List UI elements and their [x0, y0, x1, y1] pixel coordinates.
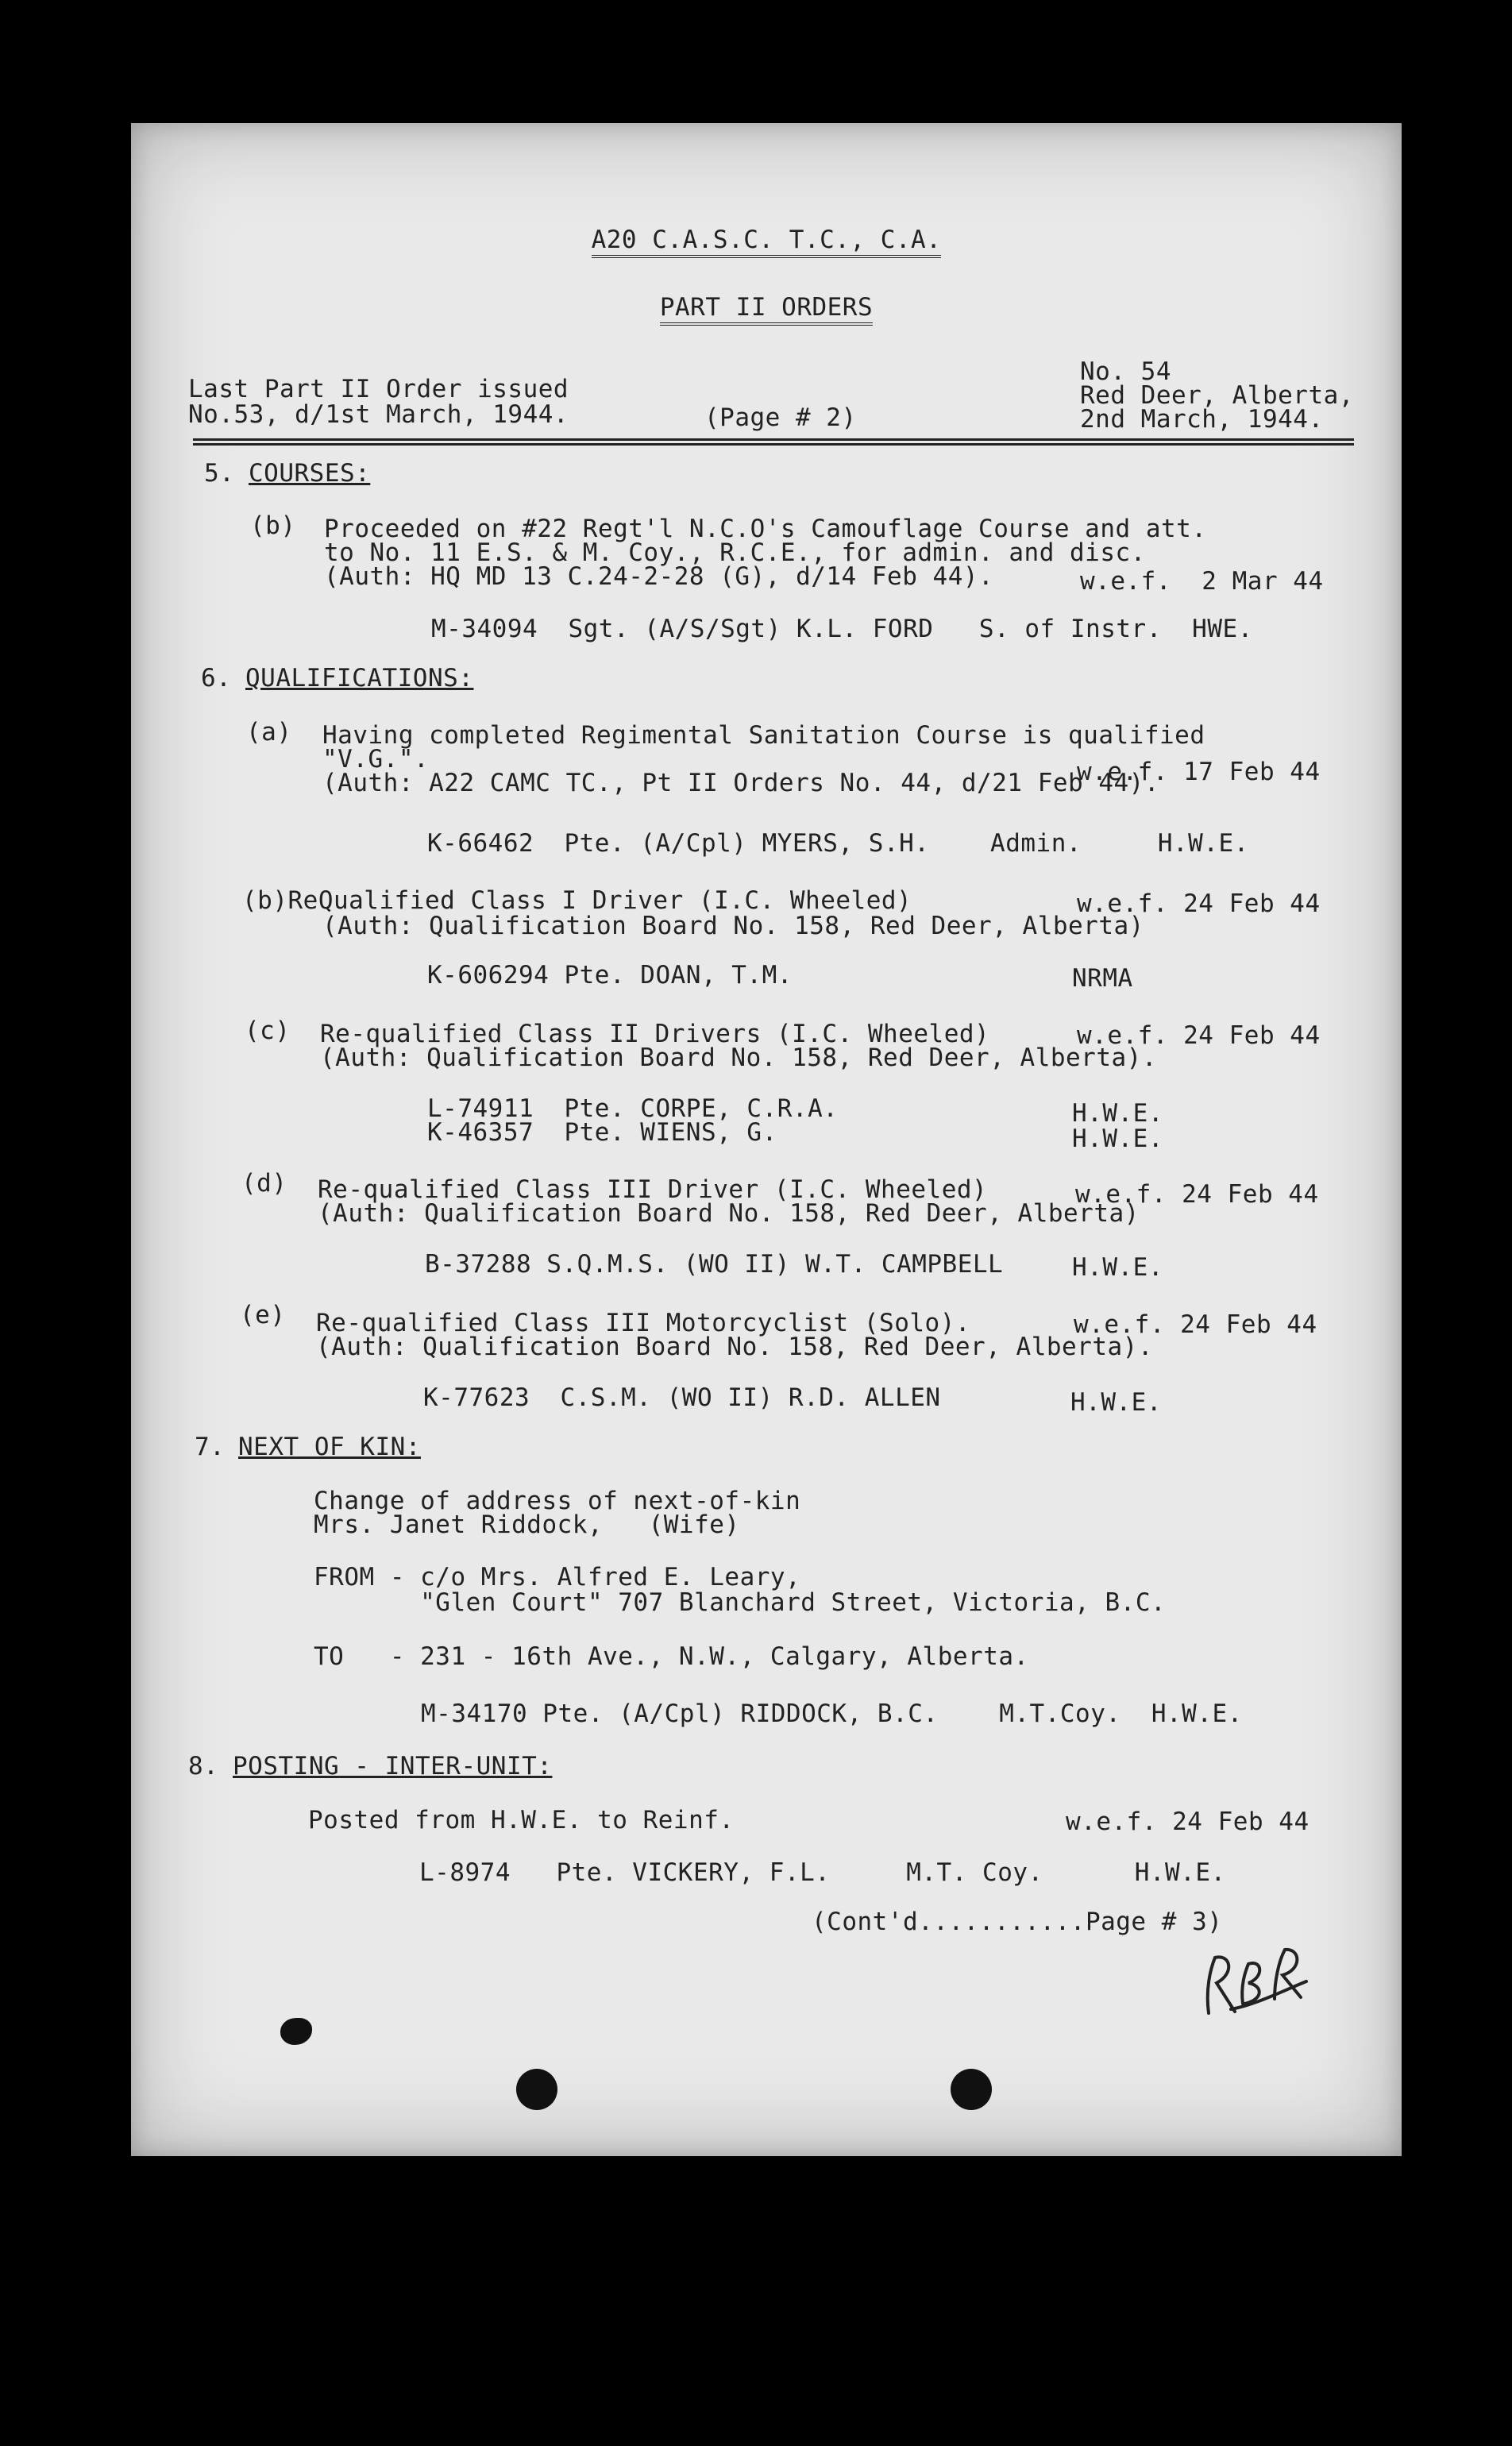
section6-a-person: K-66462 Pte. (A/Cpl) MYERS, S.H. Admin. H.W.E. — [427, 829, 1249, 858]
section5-number: 5. — [204, 459, 235, 488]
place: Red Deer, Alberta, — [1080, 381, 1354, 410]
section6-a-line2: "V.G.". — [322, 745, 430, 774]
punch-hole-right — [951, 2069, 992, 2110]
section6-d-line1: Re-qualified Class III Driver (I.C. Wheeled) — [318, 1175, 988, 1204]
section6-a-label: (a) — [246, 718, 292, 747]
section6-c-unit2: H.W.E. — [1072, 1125, 1163, 1153]
page-title: PART II ORDERS — [131, 294, 1402, 326]
section6-d-unit: H.W.E. — [1072, 1253, 1163, 1282]
continuation-note: (Cont'd...........Page # 3) — [812, 1908, 1223, 1936]
order-date: 2nd March, 1944. — [1080, 405, 1324, 434]
section6-c-unit1: H.W.E. — [1072, 1099, 1163, 1128]
document-page — [131, 123, 1402, 2156]
section8-wef: w.e.f. 24 Feb 44 — [1066, 1807, 1310, 1836]
section7-person: M-34170 Pte. (A/Cpl) RIDDOCK, B.C. M.T.Coy. H.W.E. — [421, 1699, 1243, 1728]
section6-c-line1: Re-qualified Class II Drivers (I.C. Wheeled) — [320, 1020, 990, 1048]
section6-e-person: K-77623 C.S.M. (WO II) R.D. ALLEN — [423, 1383, 941, 1412]
section5-b-person: M-34094 Sgt. (A/S/Sgt) K.L. FORD S. of Instr. HWE. — [431, 615, 1253, 643]
section6-b-wef: w.e.f. 24 Feb 44 — [1077, 889, 1321, 918]
section8-line1: Posted from H.W.E. to Reinf. — [308, 1806, 735, 1834]
section6-c-person2: K-46357 Pte. WIENS, G. — [427, 1118, 777, 1147]
section6-e-wef: w.e.f. 24 Feb 44 — [1074, 1310, 1317, 1339]
header-rule — [193, 438, 1354, 446]
section6-d-wef: w.e.f. 24 Feb 44 — [1075, 1180, 1319, 1209]
section5-b-line2: to No. 11 E.S. & M. Coy., R.C.E., for admin. and disc. — [324, 538, 1146, 567]
handwritten-initials — [1199, 1942, 1318, 2029]
section6-d-line2: (Auth: Qualification Board No. 158, Red Deer, Alberta) — [318, 1199, 1140, 1228]
section6-b-unit: NRMA — [1072, 964, 1133, 993]
last-order-line1: Last Part II Order issued — [188, 375, 569, 403]
section5-b-line1: Proceeded on #22 Regt'l N.C.O's Camouflage Course and att. — [324, 515, 1207, 543]
section7-number: 7. — [195, 1433, 226, 1461]
section6-d-person: B-37288 S.Q.M.S. (WO II) W.T. CAMPBELL — [425, 1250, 1004, 1279]
section8-heading: POSTING - INTER-UNIT: — [233, 1752, 553, 1780]
section6-d-label: (d) — [241, 1169, 287, 1198]
punch-hole-left — [516, 2069, 557, 2110]
section7-line1: Change of address of next-of-kin — [314, 1487, 801, 1515]
section5-b-wef: w.e.f. 2 Mar 44 — [1080, 567, 1324, 596]
section5-b-line3: (Auth: HQ MD 13 C.24-2-28 (G), d/14 Feb 44). — [324, 562, 994, 591]
section7-from2: "Glen Court" 707 Blanchard Street, Victoria, B.C. — [314, 1588, 1167, 1617]
ink-blot — [280, 2018, 312, 2045]
page-number: (Page # 2) — [704, 403, 857, 432]
order-number: No. 54 — [1080, 357, 1171, 386]
last-order-line2: No.53, d/1st March, 1944. — [188, 400, 569, 429]
section6-b-line1: (b)ReQualified Class I Driver (I.C. Wheeled) — [242, 886, 912, 915]
section6-b-person: K-606294 Pte. DOAN, T.M. — [427, 961, 793, 990]
section6-c-person1: L-74911 Pte. CORPE, C.R.A. — [427, 1094, 839, 1123]
section6-c-label: (c) — [245, 1017, 291, 1045]
section6-b-line2: (Auth: Qualification Board No. 158, Red Deer, Alberta) — [322, 912, 1144, 940]
section7-line2: Mrs. Janet Riddock, (Wife) — [314, 1510, 740, 1539]
section6-c-line2: (Auth: Qualification Board No. 158, Red Deer, Alberta). — [320, 1044, 1157, 1072]
section6-e-line2: (Auth: Qualification Board No. 158, Red Deer, Alberta). — [316, 1333, 1153, 1361]
section6-e-unit: H.W.E. — [1070, 1388, 1162, 1417]
section7-heading: NEXT OF KIN: — [238, 1433, 421, 1461]
section6-e-line1: Re-qualified Class III Motorcyclist (Solo). — [316, 1309, 971, 1337]
section6-a-line1: Having completed Regimental Sanitation Course is qualified — [322, 721, 1205, 750]
section6-a-wef: w.e.f. 17 Feb 44 — [1077, 758, 1321, 786]
unit-heading: A20 C.A.S.C. T.C., C.A. — [131, 226, 1402, 258]
section6-a-line3: (Auth: A22 CAMC TC., Pt II Orders No. 44, d/21 Feb 44). — [322, 769, 1159, 797]
section7-from1: FROM - c/o Mrs. Alfred E. Leary, — [314, 1563, 801, 1591]
section6-e-label: (e) — [240, 1301, 286, 1329]
section6-number: 6. — [201, 664, 232, 693]
section8-number: 8. — [188, 1752, 219, 1780]
section7-to: TO - 231 - 16th Ave., N.W., Calgary, Alberta. — [314, 1642, 1029, 1671]
section6-heading: QUALIFICATIONS: — [245, 664, 474, 693]
section8-person: L-8974 Pte. VICKERY, F.L. M.T. Coy. H.W.E. — [419, 1858, 1226, 1887]
section6-c-wef: w.e.f. 24 Feb 44 — [1077, 1021, 1321, 1050]
section5-heading: COURSES: — [249, 459, 371, 488]
section5-b-label: (b) — [250, 511, 296, 540]
